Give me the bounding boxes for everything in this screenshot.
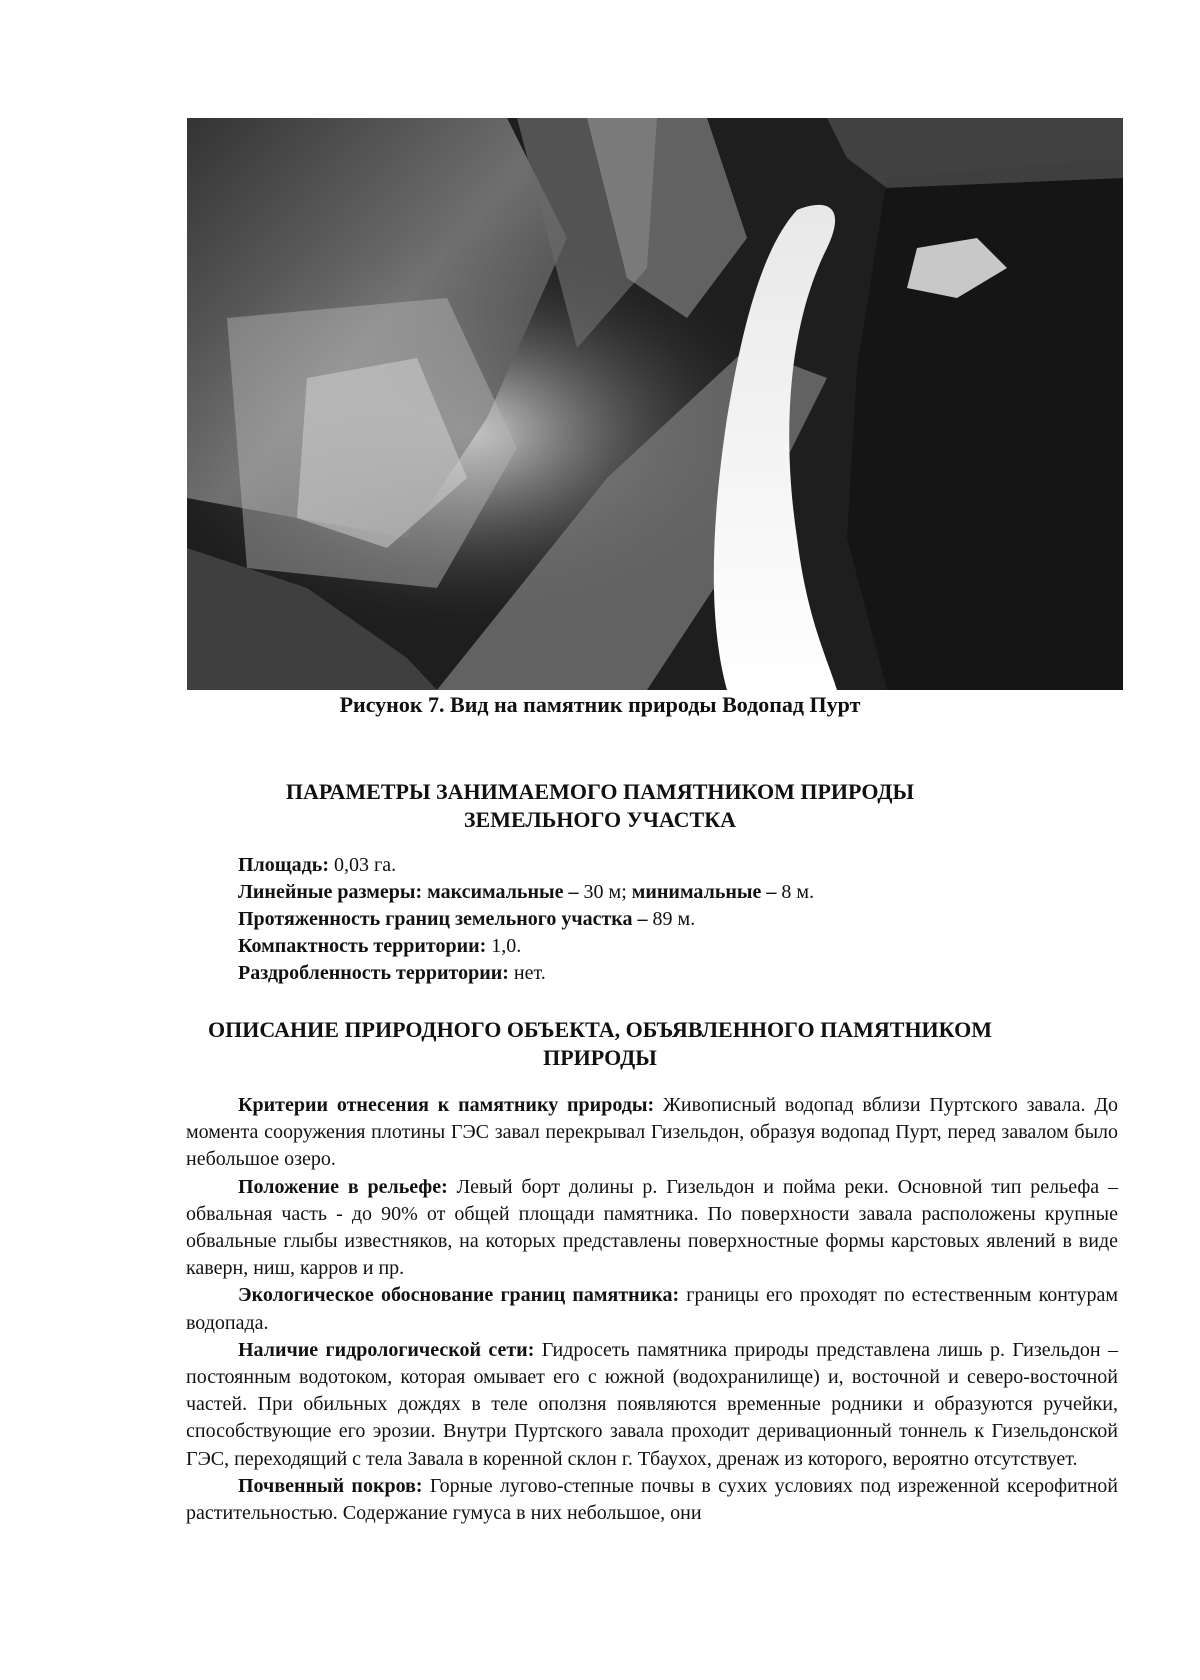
section1-title-line1: ПАРАМЕТРЫ ЗАНИМАЕМОГО ПАМЯТНИКОМ ПРИРОДЫ: [285, 779, 915, 804]
param-value: 30 м;: [578, 881, 632, 903]
section2-title-line2: ПРИРОДЫ: [543, 1045, 657, 1070]
param-area: [238, 852, 1138, 879]
paragraph-soil: [186, 1473, 1118, 1527]
paragraph-boundaries: [186, 1282, 1118, 1336]
param-label: Протяженность границ земельного участка –: [238, 908, 648, 930]
param-label: Компактность территории:: [238, 935, 487, 957]
param-boundary-length: [238, 906, 1138, 933]
param-label: Раздробленность территории:: [238, 962, 509, 984]
paragraph-label: Почвенный покров:: [238, 1474, 423, 1497]
paragraph-text: границы его проходят по естественным контурам водопада.: [186, 1284, 1118, 1334]
param-linear-size: [238, 879, 1138, 906]
param-label: Линейные размеры: максимальные –: [238, 881, 579, 903]
paragraph-text: Горные лугово-степные почвы в сухих условиях под изреженной ксерофитной растительностью. Содержание гумуса в них небольшое, они: [186, 1474, 1118, 1525]
param-compactness: [238, 933, 1138, 960]
param-value: нет.: [508, 962, 546, 984]
param-value-secondary: 8 м.: [776, 881, 815, 903]
section2-title-line1: ОПИСАНИЕ ПРИРОДНОГО ОБЪЕКТА, ОБЪЯВЛЕННОГО ПАМЯТНИКОМ: [208, 1017, 992, 1042]
paragraph-relief: [186, 1174, 1118, 1283]
paragraph-text: Гидросеть памятника природы представлена лишь р. Гизельдон – постоянным водотоком, которая омывает его с южной (водохранилище) и, восточной и северо-восточной частей. При обильных дождях в теле оползня появляются временные родники и образуются ручейки, способствующие его эрозии. Внутри Пуртского завала проходит деривационный тоннель к Гизельдонской ГЭС, переходящий с тела Завала в коренной склон г. Тбаухох, дренаж из которого, вероятно отсутствует.: [186, 1338, 1118, 1470]
paragraph-text: Левый борт долины р. Гизельдон и пойма реки. Основной тип рельефа – обвальная часть - до 90% от общей площади памятника. По поверхности завала расположены крупные обвальные глыбы известняков, на которых представлены поверхностные формы карстовых явлений в виде каверн, ниш, карров и пр.: [186, 1175, 1119, 1280]
section2-title: [0, 1016, 1200, 1072]
figure-caption: Рисунок 7. Вид на памятник природы Водопад Пурт: [339, 692, 861, 717]
param-label: Площадь:: [238, 854, 330, 876]
section1-title: [0, 778, 1200, 834]
param-value: 0,03 га.: [329, 854, 397, 876]
paragraph-label: Наличие гидрологической сети:: [238, 1338, 535, 1361]
param-label-secondary: минимальные –: [631, 881, 777, 903]
paragraph-text: Живописный водопад вблизи Пуртского завала. До момента сооружения плотины ГЭС завал перекрывал Гизельдон, образуя водопад Пурт, перед завалом было небольшое озеро.: [186, 1094, 1118, 1171]
section1-title-line2: ЗЕМЕЛЬНОГО УЧАСТКА: [463, 807, 737, 832]
parameters-list: [238, 852, 1138, 987]
paragraph-label: Критерии отнесения к памятнику природы:: [238, 1094, 655, 1116]
paragraph-hydrology: [186, 1337, 1118, 1473]
paragraph-label: Экологическое обоснование границ памятника:: [238, 1284, 680, 1307]
waterfall-photo-image: [187, 118, 1123, 690]
waterfall-photo: [187, 118, 1123, 690]
param-value: 1,0.: [486, 935, 522, 957]
param-fragmentation: [238, 960, 1138, 987]
paragraph-label: Положение в рельефе:: [238, 1175, 448, 1198]
paragraph-criteria: [186, 1092, 1118, 1174]
param-value: 89 м.: [647, 908, 696, 930]
description-body: [186, 1092, 1118, 1527]
